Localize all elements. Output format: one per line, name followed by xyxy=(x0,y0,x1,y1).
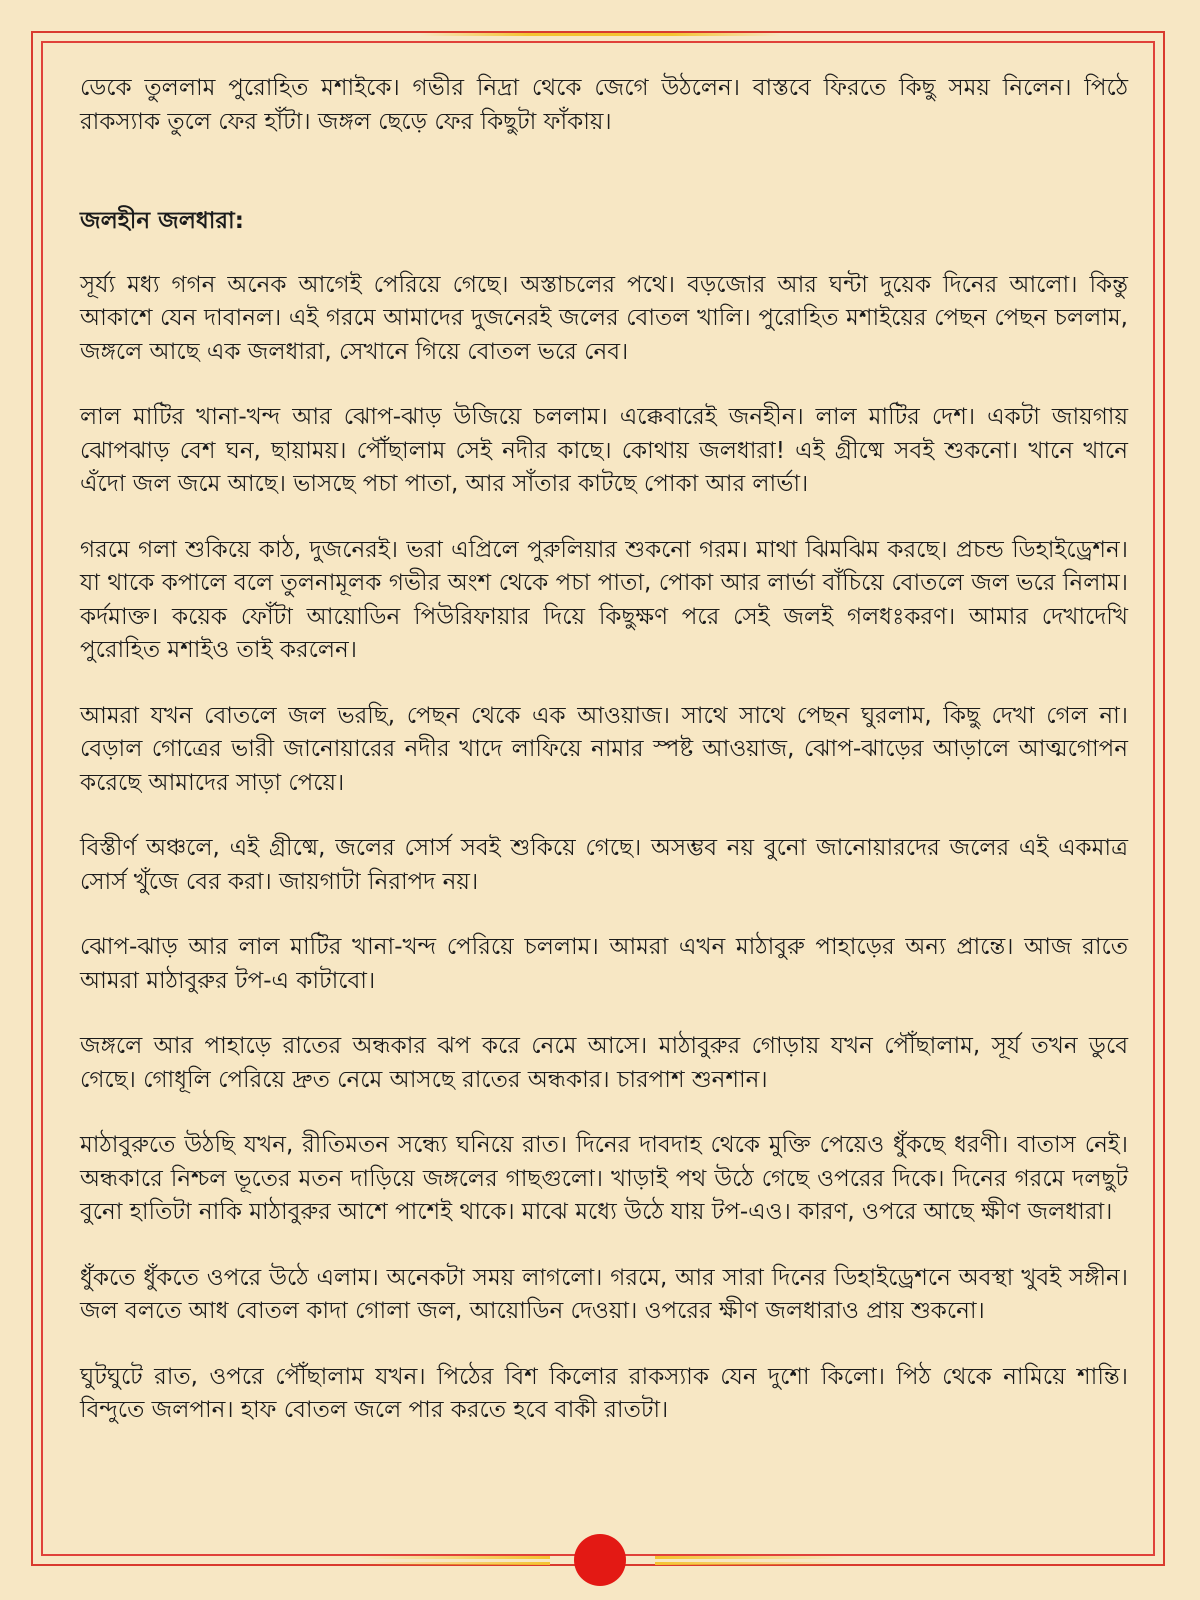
bottom-left-ornament-line xyxy=(360,1556,550,1559)
top-ornament-line xyxy=(420,33,780,36)
paragraph: জঙ্গলে আর পাহাড়ে রাতের অন্ধকার ঝপ করে নেমে আসে। মাঠাবুরুর গোড়ায় যখন পৌঁছালাম, সূর্য তখন ডুবে গেছে। গোধূলি পেরিয়ে দ্রুত নেমে আসছে রাতের অন্ধকার। চারপাশ শুনশান। xyxy=(80,1033,1128,1093)
article-body xyxy=(80,72,1128,1460)
paragraph: গরমে গলা শুকিয়ে কাঠ, দুজনেরই। ভরা এপ্রিলে পুরুলিয়ার শুকনো গরম। মাথা ঝিমঝিম করছে। প্রচন্ড ডিহাইড্রেশন। যা থাকে কপালে বলে তুলনামূলক গভীর অংশ থেকে পচা পাতা, পোকা আর লার্ভা বাঁচিয়ে বোতলে জল ভরে নিলাম। কর্দমাক্ত। কয়েক ফোঁটা আয়োডিন পিউরিফায়ার দিয়ে কিছুক্ষণ পরে সেই জলই গলধঃকরণ। আমার দেখাদেখি পুরোহিত মশাইও তাই করলেন। xyxy=(80,536,1128,663)
paragraph: বিস্তীর্ণ অঞ্চলে, এই গ্রীষ্মে, জলের সোর্স সবই শুকিয়ে গেছে। অসম্ভব নয় বুনো জানোয়ারদের জলের এই একমাত্র সোর্স খুঁজে বের করা। জায়গাটা নিরাপদ নয়। xyxy=(80,835,1128,895)
paragraph: ঘুটঘুটে রাত, ওপরে পৌঁছালাম যখন। পিঠের বিশ কিলোর রাকস্যাক যেন দুশো কিলো। পিঠ থেকে নামিয়ে শান্তি। বিন্দুতে জলপান। হাফ বোতল জলে পার করতে হবে বাকী রাতটা। xyxy=(80,1363,1128,1423)
paragraph: লাল মাটির খানা-খন্দ আর ঝোপ-ঝাড় উজিয়ে চললাম। এক্কেবারেই জনহীন। লাল মাটির দেশ। একটা জায়গায় ঝোপঝাড় বেশ ঘন, ছায়াময়। পৌঁছালাম সেই নদীর কাছে। কোথায় জলধারা! এই গ্রীষ্মে সবই শুকনো। খানে খানে এঁদো জল জমে আছে। ভাসছে পচা পাতা, আর সাঁতার কাটছে পোকা আর লার্ভা। xyxy=(80,404,1128,497)
paragraph: ধুঁকতে ধুঁকতে ওপরে উঠে এলাম। অনেকটা সময় লাগলো। গরমে, আর সারা দিনের ডিহাইড্রেশনে অবস্থা খুবই সঙ্গীন। জল বলতে আধ বোতল কাদা গোলা জল, আয়োডিন দেওয়া। ওপরের ক্ষীণ জলধারাও প্রায় শুকনো। xyxy=(80,1264,1128,1324)
section-heading: জলহীন জলধারা: xyxy=(80,208,244,234)
paragraph: সূর্য্য মধ্য গগন অনেক আগেই পেরিয়ে গেছে। অস্তাচলের পথে। বড়জোর আর ঘন্টা দুয়েক দিনের আলো। কিন্তু আকাশে যেন দাবানল। এই গরমে আমাদের দুজনেরই জলের বোতল খালি। পুরোহিত মশাইয়ের পেছন পেছন চললাম, জঙ্গলে আছে এক জলধারা, সেখানে গিয়ে বোতল ভরে নেব। xyxy=(80,271,1128,365)
paragraph: আমরা যখন বোতলে জল ভরছি, পেছন থেকে এক আওয়াজ। সাথে সাথে পেছন ঘুরলাম, কিছু দেখা গেল না। বেড়াল গোত্রের ভারী জানোয়ারের নদীর খাদে লাফিয়ে নামার স্পষ্ট আওয়াজ, ঝোপ-ঝাড়ের আড়ালে আত্মগোপন করেছে আমাদের সাড়া পেয়ে। xyxy=(80,702,1128,796)
red-dot-ornament xyxy=(574,1534,626,1586)
bottom-left-ornament-line-2 xyxy=(360,1562,550,1565)
paragraph: ঝোপ-ঝাড় আর লাল মাটির খানা-খন্দ পেরিয়ে চললাম। আমরা এখন মাঠাবুরু পাহাড়ের অন্য প্রান্তে। আজ রাতে আমরা মাঠাবুরুর টপ-এ কাটাবো। xyxy=(80,934,1128,994)
paragraph: মাঠাবুরুতে উঠছি যখন, রীতিমতন সন্ধ্যে ঘনিয়ে রাত। দিনের দাবদাহ থেকে মুক্তি পেয়েও ধুঁকছে ধরণী। বাতাস নেই। অন্ধকারে নিশ্চল ভূতের মতন দাড়িয়ে জঙ্গলের গাছগুলো। খাড়াই পথ উঠে গেছে ওপরের দিকে। দিনের গরমে দলছুট বুনো হাতিটা নাকি মাঠাবুরুর আশে পাশেই থাকে। মাঝে মধ্যে উঠে যায় টপ-এও। কারণ, ওপরে আছে ক্ষীণ জলধারা। xyxy=(80,1132,1128,1225)
bottom-right-ornament-line-2 xyxy=(655,1562,845,1565)
paragraph: ডেকে তুললাম পুরোহিত মশাইকে। গভীর নিদ্রা থেকে জেগে উঠলেন। বাস্তবে ফিরতে কিছু সময় নিলেন। পিঠে রাকস্যাক তুলে ফের হাঁটা। জঙ্গল ছেড়ে ফের কিছুটা ফাঁকায়। xyxy=(80,75,1128,135)
bottom-right-ornament-line xyxy=(655,1556,845,1559)
